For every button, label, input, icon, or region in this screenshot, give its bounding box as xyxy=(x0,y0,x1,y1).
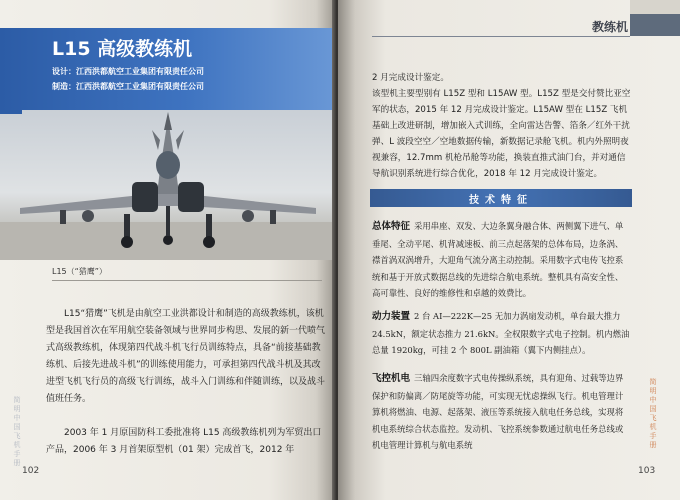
section-label: 教练机 xyxy=(592,20,629,34)
fcs-text: 三轴四余度数字式电传操纵系统，具有迎角、过载等边界保护和防偏离／防尾旋等功能，可实现无忧虑操纵飞行。机电管理计算机将燃油、电源、起落架、液压等系统接入航电任务总线，实现将机电系统综合状态监控。发动机、飞控系统参数通过航电任务总线或机电管理计算机与航电系统 xyxy=(372,373,624,451)
manufacturer-line: 制造：江西洪都航空工业集团有限责任公司 xyxy=(52,82,204,91)
page-title: L15 高级教练机 xyxy=(52,38,193,60)
caption-divider xyxy=(52,280,322,281)
power-plant-paragraph xyxy=(372,308,630,359)
power-label: 动力装置 xyxy=(372,311,411,322)
power-text: 2 台 AI—222K—25 无加力涡扇发动机，单台最大推力 24.5kN，额定状态推力 21.6kN。全权限数字式电子控制。机内燃油总量 1920kg，可挂 2 个 800L 副油箱（翼下内侧挂点）。 xyxy=(372,311,630,356)
photo-caption: L15（“猎鹰”） xyxy=(52,267,107,276)
section-rule xyxy=(372,36,630,37)
overall-feature-paragraph xyxy=(372,218,630,302)
jet-illustration xyxy=(0,110,336,260)
flight-control-paragraph xyxy=(372,370,630,454)
left-page xyxy=(0,0,336,500)
left-side-tab: 简明中国飞机手册 xyxy=(13,396,21,467)
right-side-tab: 简明中国飞机手册 xyxy=(649,378,657,449)
top-corner-tab xyxy=(630,0,680,14)
continuation-paragraph: 2 月完成设计鉴定。 该型机主要型别有 L15Z 型和 L15AW 型。L15Z 型是交付赞比亚空军的状态，2015 年 12 月完成设计鉴定。L15AW 型在 L15Z 飞机基础上改进研制，增加嵌入式训练，全向雷达告警、箔条／红外干扰弹、L 波段空空／空地数据传输，新数据记录舱飞机。机内外照明夜视兼容，12.7mm 机枪吊舱等功能，换装直推式油门台，并对通信导航识别系统进行综合优化，2018 年 12 月完成设计鉴定。 xyxy=(372,73,631,179)
overall-text: 采用串座、双发、大边条翼身融合体、两侧翼下进气、单垂尾、全动平尾、机背减速板、前三点起落架的总体布局，边条涡、襟首涡双涡增升，大迎角气流分离主动控制。采用数字式电传飞控系统和基于开放式数据总线的先进综合航电系统。整机具有高安全性、高可靠性、良好的维修性和卓越的效费比。 xyxy=(372,221,624,299)
left-page-number: 102 xyxy=(22,466,40,476)
intro-paragraph: L15“猎鹰”飞机是由航空工业洪都设计和制造的高级教练机，该机型是我国首次在军用航空装备领域与世界同步构思、发展的新一代喷气式高级教练机，体现第四代战斗机飞行员训练特点，具备“前接基础教练机、后接先进战斗机”的训练使用能力，可承担第四代战斗机及其改进型飞机飞行员的高级飞行训练，战斗入门训练和伴随训练，以及战斗值班任务。 xyxy=(46,309,326,404)
feature-heading: 技术特征 xyxy=(469,194,533,206)
fcs-label: 飞控机电 xyxy=(372,373,411,384)
photo-corner-mark xyxy=(0,110,22,114)
aircraft-photo xyxy=(0,110,336,260)
overall-label: 总体特征 xyxy=(372,221,411,232)
right-page-number: 103 xyxy=(638,466,656,476)
history-paragraph: 2003 年 1 月原国防科工委批准将 L15 高级教练机列为军贸出口产品，2006 年 3 月首架原型机（01 架）完成首飞，2012 年 xyxy=(46,428,322,455)
feature-heading-bar xyxy=(370,189,632,207)
section-corner-block xyxy=(630,14,680,36)
designer-line: 设计：江西洪都航空工业集团有限责任公司 xyxy=(52,67,204,76)
